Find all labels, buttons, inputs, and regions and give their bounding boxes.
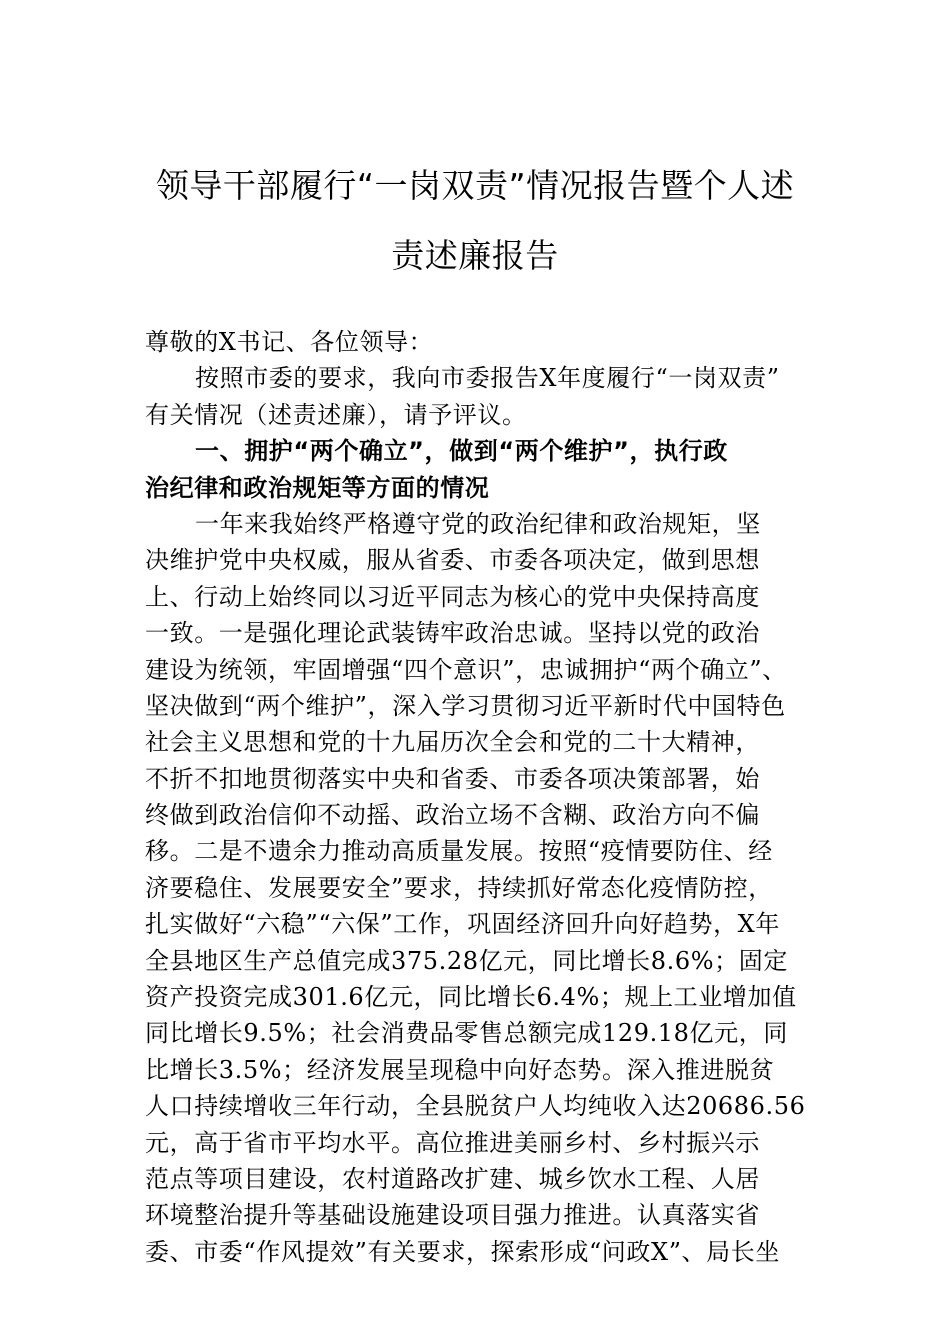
paragraph-line: 移。二是不遗余力推动高质量发展。按照“疫情要防住、经 (145, 837, 773, 866)
paragraph-line: 范点等项目建设，农村道路改扩建、城乡饮水工程、人居 (145, 1164, 760, 1193)
paragraph-line: 人口持续增收三年行动，全县脱贫户人均纯收入达20686.56 (145, 1092, 806, 1121)
paragraph-line: 元，高于省市平均水平。高位推进美丽乡村、乡村振兴示 (145, 1128, 760, 1157)
paragraph-line: 全县地区生产总值完成375.28亿元，同比增长8.6%；固定 (145, 946, 788, 975)
document-body (145, 324, 805, 1270)
paragraph-line: 坚决做到“两个维护”，深入学习贯彻习近平新时代中国特色 (145, 691, 786, 720)
paragraph-line: 同比增长9.5%；社会消费品零售总额完成129.18亿元，同 (145, 1019, 788, 1048)
section-heading: 一、拥护“两个确立”，做到“两个维护”，执行政 (195, 437, 728, 466)
intro-line: 按照市委的要求，我向市委报告X年度履行“一岗双责” (195, 364, 780, 393)
document-title-line-1: 领导干部履行“一岗双责”情况报告暨个人述 (155, 166, 795, 205)
intro-line: 有关情况（述责述廉），请予评议。 (145, 400, 527, 429)
paragraph-line: 终做到政治信仰不动摇、政治立场不含糊、政治方向不偏 (145, 801, 760, 830)
paragraph-line: 比增长3.5%；经济发展呈现稳中向好态势。深入推进脱贫 (145, 1055, 775, 1084)
paragraph-line: 不折不扣地贯彻落实中央和省委、市委各项决策部署，始 (145, 764, 760, 793)
paragraph-line: 环境整治提升等基础设施建设项目强力推进。认真落实省 (145, 1201, 760, 1230)
document-title-line-2: 责述廉报告 (391, 236, 559, 275)
paragraph-line: 上、行动上始终同以习近平同志为核心的党中央保持高度 (145, 582, 760, 611)
paragraph-line: 决维护党中央权威，服从省委、市委各项决定，做到思想 (145, 546, 760, 575)
paragraph-line: 一年来我始终严格遵守党的政治纪律和政治规矩，坚 (195, 509, 761, 538)
salutation: 尊敬的X书记、各位领导： (145, 328, 434, 356)
paragraph-line: 扎实做好“六稳”“六保”工作，巩固经济回升向好趋势，X年 (145, 910, 780, 939)
section-heading: 治纪律和政治规矩等方面的情况 (145, 473, 490, 502)
paragraph-line: 社会主义思想和党的十九届历次全会和党的二十大精神， (145, 728, 760, 757)
paragraph-line: 一致。一是强化理论武装铸牢政治忠诚。坚持以党的政治 (145, 619, 760, 648)
paragraph-line: 济要稳住、发展要安全”要求，持续抓好常态化疫情防控， (145, 873, 773, 902)
paragraph-line: 资产投资完成301.6亿元，同比增长6.4%；规上工业增加值 (145, 983, 797, 1012)
paragraph-line: 委、市委“作风提效”有关要求，探索形成“问政X”、局长坐 (145, 1237, 780, 1266)
paragraph-line: 建设为统领，牢固增强“四个意识”，忠诚拥护“两个确立”、 (145, 655, 787, 684)
